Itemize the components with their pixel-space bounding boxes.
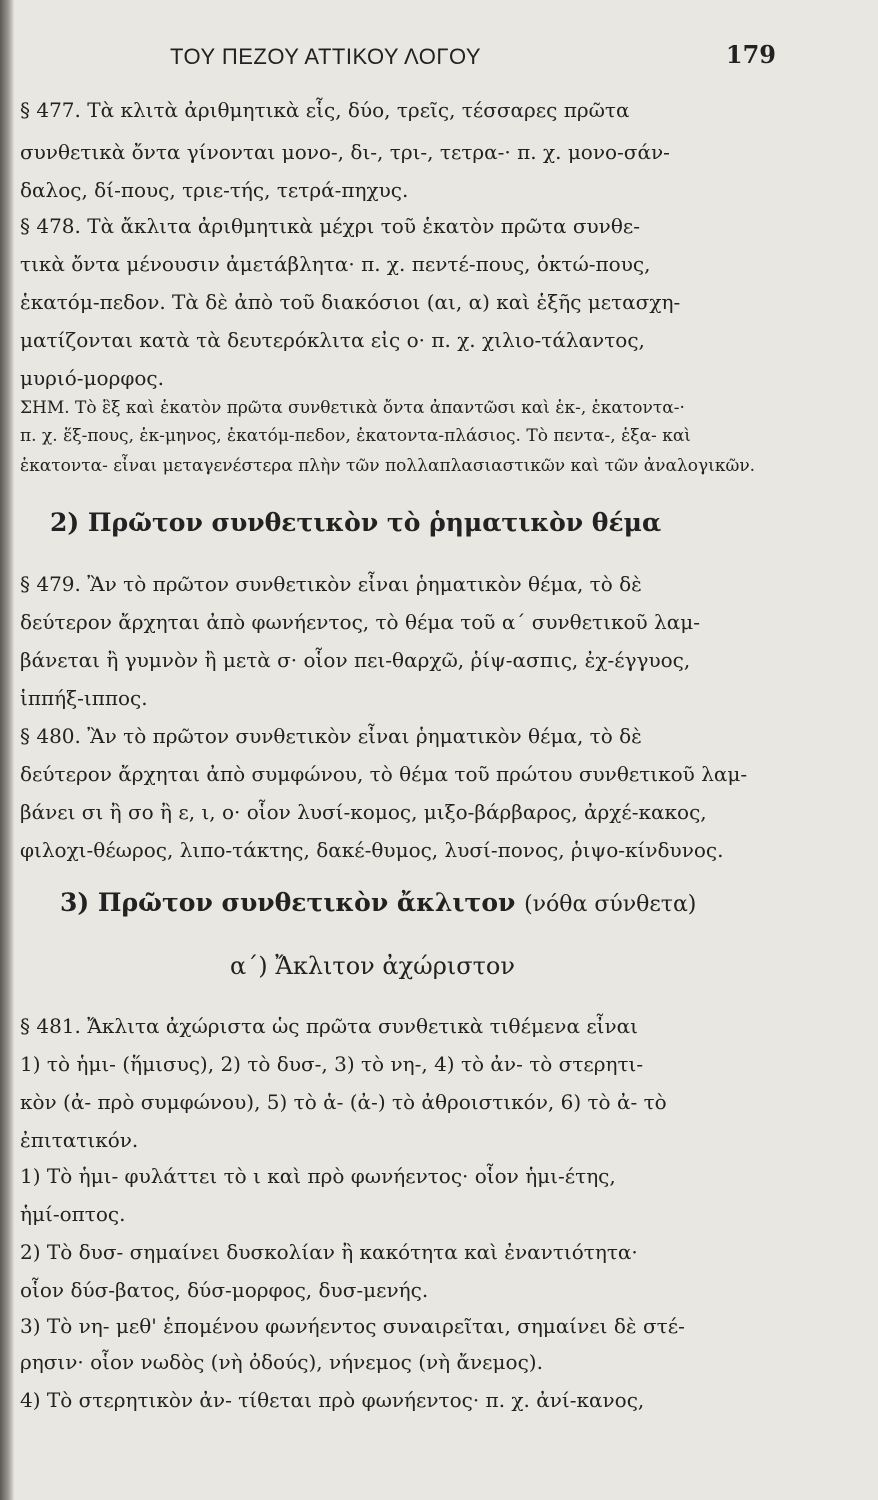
page-number: 179	[725, 40, 776, 69]
text-line: δεύτερον ἄρχηται ἀπὸ φωνήεντος, τὸ θέμα τοῦ α΄ συνθετικοῦ λαμ-	[20, 610, 700, 634]
note-line: ΣΗΜ. Τὸ ἓξ καὶ ἑκατὸν πρῶτα συνθετικὰ ὄντα ἀπαντῶσι καὶ ἑκ-, ἑκατοντα-·	[20, 398, 685, 418]
running-title: ΤΟΥ ΠΕΖΟΥ ΑΤΤΙΚΟΥ ΛΟΓΟΥ	[170, 44, 482, 69]
subsection-heading: α΄) Ἄκλιτον ἀχώριστον	[230, 952, 515, 980]
text-line: 4) Τὸ στερητικὸν ἀν- τίθεται πρὸ φωνήεντος· π. χ. ἀνί-κανος,	[20, 1388, 645, 1412]
text-line: φιλοχι-θέωρος, λιπο-τάκτης, δακέ-θυμος, λυσί-πονος, ῥιψο-κίνδυνος.	[20, 838, 724, 862]
text-line: κὸν (ἀ- πρὸ συμφώνου), 5) τὸ ἁ- (ἀ-) τὸ ἀθροιστικόν, 6) τὸ ἀ- τὸ	[20, 1090, 667, 1114]
page-header	[170, 40, 776, 74]
note-line: π. χ. ἕξ-πους, ἑκ-μηνος, ἑκατόμ-πεδον, ἑκατοντα-πλάσιος. Τὸ πεντα-, ἑξα- καὶ	[20, 426, 691, 446]
text-line: § 480. Ἂν τὸ πρῶτον συνθετικὸν εἶναι ῥηματικὸν θέμα, τὸ δὲ	[20, 724, 642, 748]
text-line: συνθετικὰ ὄντα γίνονται μονο-, δι-, τρι-, τετρα-· π. χ. μονο-σάν-	[20, 140, 670, 164]
text-line: § 477. Τὰ κλιτὰ ἀριθμητικὰ εἷς, δύο, τρεῖς, τέσσαρες πρῶτα	[20, 98, 630, 122]
book-spine-shadow	[0, 0, 14, 1500]
section-heading-3-title: 3) Πρῶτον συνθετικὸν ἄκλιτον	[60, 888, 516, 917]
text-line: βάνεται ἢ γυμνὸν ἢ μετὰ σ· οἷον πει-θαρχῶ, ῥίψ-ασπις, ἐχ-έγγυος,	[20, 648, 691, 672]
text-line: § 478. Τὰ ἄκλιτα ἀριθμητικὰ μέχρι τοῦ ἑκατὸν πρῶτα συνθε-	[20, 214, 640, 238]
text-line: ματίζονται κατὰ τὰ δευτερόκλιτα εἰς ο· π. χ. χιλιο-τάλαντος,	[20, 328, 645, 352]
text-line: § 479. Ἂν τὸ πρῶτον συνθετικὸν εἶναι ῥηματικὸν θέμα, τὸ δὲ	[20, 572, 642, 596]
section-heading-2: 2) Πρῶτον συνθετικὸν τὸ ῥηματικὸν θέμα	[50, 508, 662, 537]
text-line: ἱππήξ-ιππος.	[20, 686, 148, 710]
note-line: ἑκατοντα- εἶναι μεταγενέστερα πλὴν τῶν πολλαπλασιαστικῶν καὶ τῶν ἀναλογικῶν.	[20, 456, 756, 476]
text-line: τικὰ ὄντα μένουσιν ἀμετάβλητα· π. χ. πεντέ-πους, ὀκτώ-πους,	[20, 252, 651, 276]
text-line: ἑκατόμ-πεδον. Τὰ δὲ ἀπὸ τοῦ διακόσιοι (αι, α) καὶ ἑξῆς μετασχη-	[20, 290, 681, 314]
text-line: ἡμί-οπτος.	[20, 1202, 126, 1226]
text-line: 3) Τὸ νη- μεθ' ἑπομένου φωνήεντος συναιρεῖται, σημαίνει δὲ στέ-	[20, 1314, 685, 1338]
section-heading-3	[60, 888, 696, 917]
text-line: ρησιν· οἷον νωδὸς (νὴ ὀδούς), νήνεμος (νὴ ἄνεμος).	[20, 1350, 543, 1374]
section-heading-3-note: (νόθα σύνθετα)	[524, 892, 697, 917]
text-line: ἐπιτατικόν.	[20, 1128, 139, 1152]
text-line: μυριό-μορφος.	[20, 366, 164, 390]
text-line: 1) Τὸ ἡμι- φυλάττει τὸ ι καὶ πρὸ φωνήεντος· οἷον ἡμι-έτης,	[20, 1164, 616, 1188]
text-line: βάνει σι ἢ σο ἢ ε, ι, ο· οἷον λυσί-κομος, μιξο-βάρβαρος, ἀρχέ-κακος,	[20, 800, 707, 824]
text-line: δαλος, δί-πους, τριε-τής, τετρά-πηχυς.	[20, 178, 409, 202]
text-line: 1) τὸ ἡμι- (ἥμισυς), 2) τὸ δυσ-, 3) τὸ νη-, 4) τὸ ἀν- τὸ στερητι-	[20, 1052, 644, 1076]
text-line: 2) Τὸ δυσ- σημαίνει δυσκολίαν ἢ κακότητα καὶ ἐναντιότητα·	[20, 1240, 638, 1264]
text-line: οἷον δύσ-βατος, δύσ-μορφος, δυσ-μενής.	[20, 1278, 429, 1302]
text-line: § 481. Ἄκλιτα ἀχώριστα ὡς πρῶτα συνθετικὰ τιθέμενα εἶναι	[20, 1014, 639, 1038]
text-line: δεύτερον ἄρχηται ἀπὸ συμφώνου, τὸ θέμα τοῦ πρώτου συνθετικοῦ λαμ-	[20, 762, 748, 786]
